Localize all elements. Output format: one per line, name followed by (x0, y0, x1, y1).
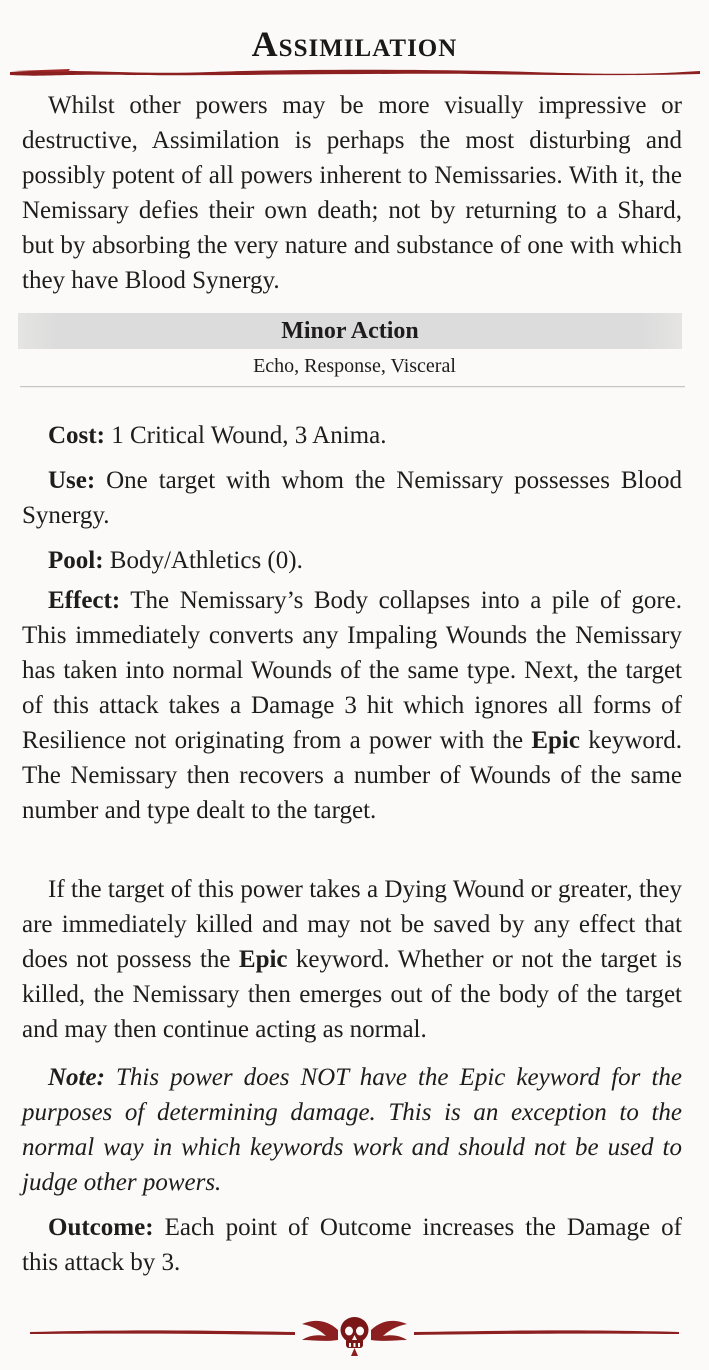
pool-text: Body/Athletics (0). (103, 547, 303, 574)
note-label: Note: (48, 1064, 105, 1091)
page-title: Assimilation (251, 24, 458, 64)
cost-line (22, 418, 682, 453)
wing-right-icon (371, 1321, 407, 1341)
epic-keyword: Epic (531, 727, 580, 754)
keywords-divider (20, 385, 685, 388)
use-line (22, 463, 682, 533)
effect-text-b: keyword. The Nemissary then recovers a number of Wounds of the same number and type dealt to the target. (22, 727, 682, 824)
outcome-text: Each point of Outcome increases the Damage of this attack by 3. (22, 1214, 682, 1276)
outcome-line (22, 1210, 682, 1280)
use-text: One target with whom the Nemissary possesses Blood Synergy. (22, 467, 682, 529)
note-text: This power does NOT have the Epic keyword for the purposes of determining damage. This is an exception to the normal way in which keywords work and should not be used to judge other powers. (22, 1064, 682, 1196)
para2-text-a: If the target of this power takes a Dying Wound or greater, they are immediately killed and may not be saved by any effect that does not possess the (22, 876, 682, 973)
use-label: Use: (48, 467, 96, 494)
note-paragraph (22, 1060, 682, 1200)
outcome-label: Outcome: (48, 1214, 154, 1241)
epic-keyword: Epic (238, 946, 288, 973)
intro-paragraph: Whilst other powers may be more visually impressive or destructive, Assimilation is perhaps the most disturbing and possibly potent of all powers inherent to Nemissaries. With it, the Nemissary defies their own death; not by returning to a Shard, but by absorbing the very nature and substance of one with which they have Blood Synergy. (22, 92, 682, 294)
pool-line (22, 543, 682, 578)
action-type-bar: Minor Action (18, 313, 682, 349)
skull-wings-ornament (20, 1310, 689, 1360)
para2-text-b: keyword. Whether or not the target is killed, the Nemissary then emerges out of the body of the target and may then continue acting as normal. (22, 946, 683, 1043)
title-divider (10, 66, 700, 78)
dying-wound-paragraph (22, 872, 682, 1047)
wing-left-icon (302, 1321, 338, 1341)
pool-label: Pool: (48, 547, 104, 574)
cost-text: 1 Critical Wound, 3 Anima. (104, 422, 387, 449)
cost-label: Cost: (48, 422, 105, 449)
action-keywords: Echo, Response, Visceral (253, 355, 456, 377)
effect-text-a: The Nemissary’s Body collapses into a pile of gore. This immediately converts any Impaling Wounds the Nemissary has taken into normal Wounds of the same type. Next, the target of this attack takes a Damage 3 hit which ignores all forms of Resilience not originating from a power with the (22, 587, 682, 754)
effect-paragraph (22, 583, 682, 828)
effect-label: Effect: (48, 587, 121, 614)
skull-icon (341, 1317, 369, 1348)
